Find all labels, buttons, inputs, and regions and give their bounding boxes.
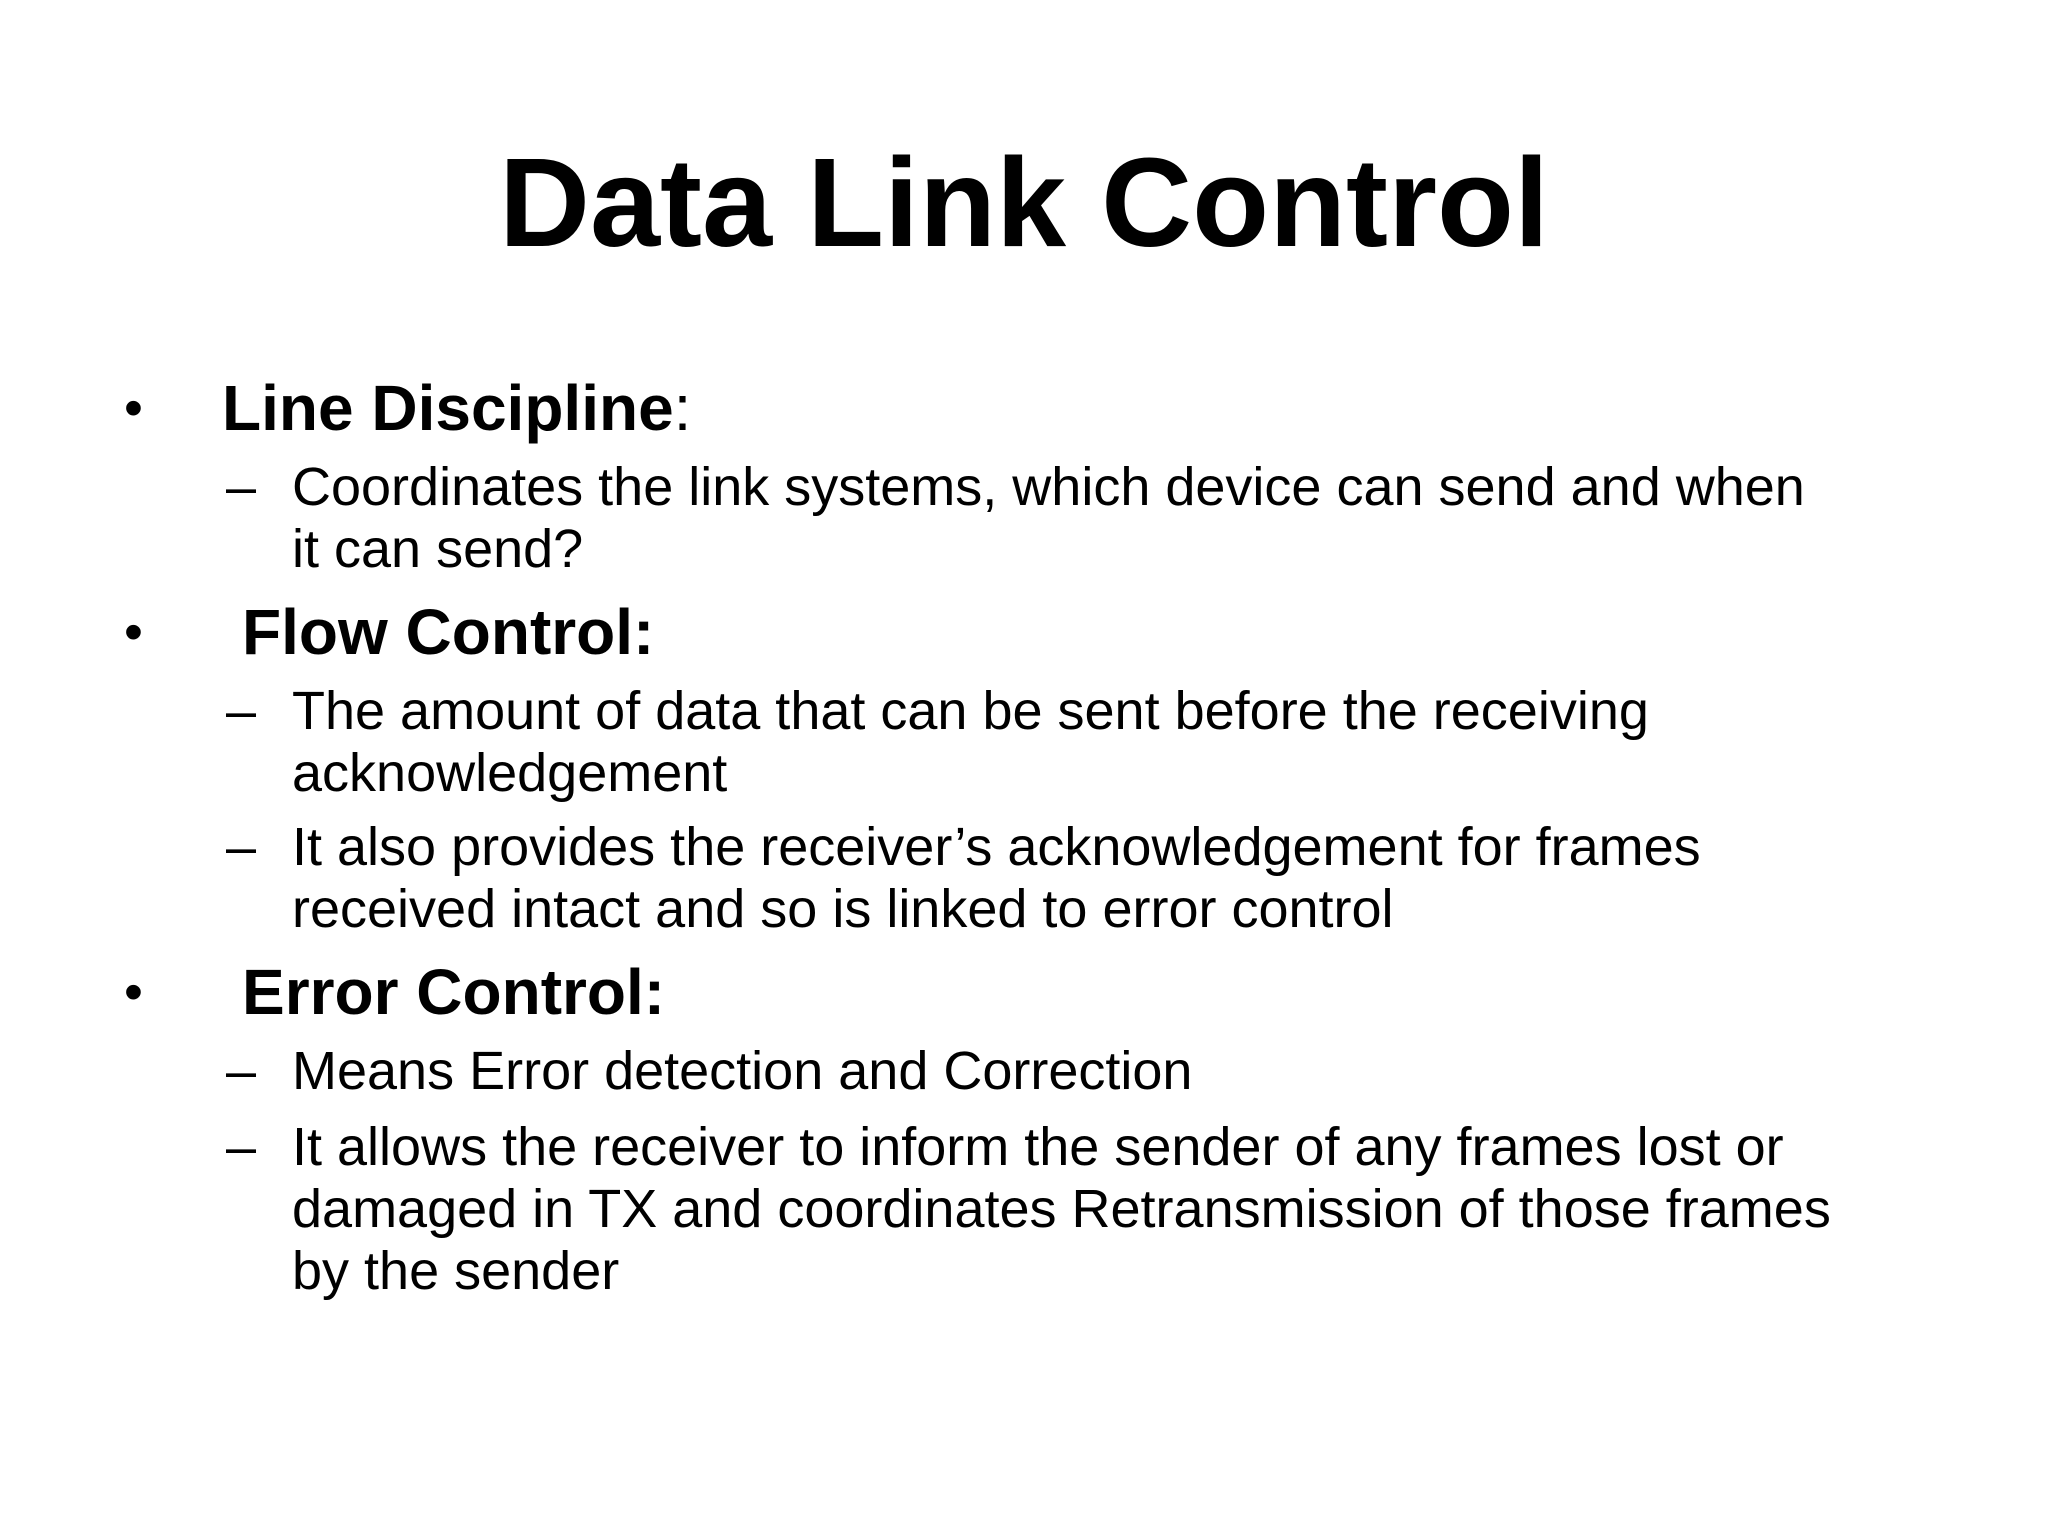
sub-item-line: It allows the receiver to inform the sender of any frames lost or [292,1117,1784,1177]
sub-item-line: acknowledgement [292,743,728,803]
dash-icon: – [226,457,257,517]
sub-item-line: received intact and so is linked to error control [292,879,1394,939]
bullet-error-control [0,952,2048,1032]
bullet-heading-colon: : [673,372,692,444]
sub-item-line: by the sender [292,1241,620,1301]
dash-icon: – [226,1041,257,1101]
sub-item-line: Means Error detection and Correction [292,1041,1193,1101]
sub-item-line: The amount of data that can be sent before the receiving [292,681,1649,741]
sub-item [0,816,2048,940]
bullet-heading: Flow Control: [242,596,655,668]
bullet-heading [222,368,691,448]
slide-title: Data Link Control [498,132,1550,273]
sub-item-text [292,680,1992,804]
sub-item-line: Coordinates the link systems, which device can send and when [292,457,1805,517]
sub-item [0,456,2048,580]
sub-item [0,1040,2048,1102]
sub-item-line: it can send? [292,519,584,579]
bullet-flow-control [0,592,2048,672]
bullet-dot-icon: • [124,602,143,662]
bullet-dot-icon: • [124,962,143,1022]
sub-item-text [292,1040,1992,1102]
bullet-dot-icon: • [124,378,143,438]
sub-item-text [292,1116,1992,1302]
bullet-heading-label: Line Discipline [222,372,674,444]
sub-item [0,680,2048,804]
bullet-line-discipline [0,368,2048,448]
bullet-heading: Error Control: [242,956,666,1028]
sub-item-text [292,816,1992,940]
sub-item [0,1116,2048,1302]
sub-item-line: damaged in TX and coordinates Retransmission of those frames [292,1179,1831,1239]
sub-item-text [292,456,1992,580]
sub-item-line: It also provides the receiver’s acknowledgement for frames [292,817,1701,877]
dash-icon: – [226,681,257,741]
dash-icon: – [226,817,257,877]
dash-icon: – [226,1117,257,1177]
